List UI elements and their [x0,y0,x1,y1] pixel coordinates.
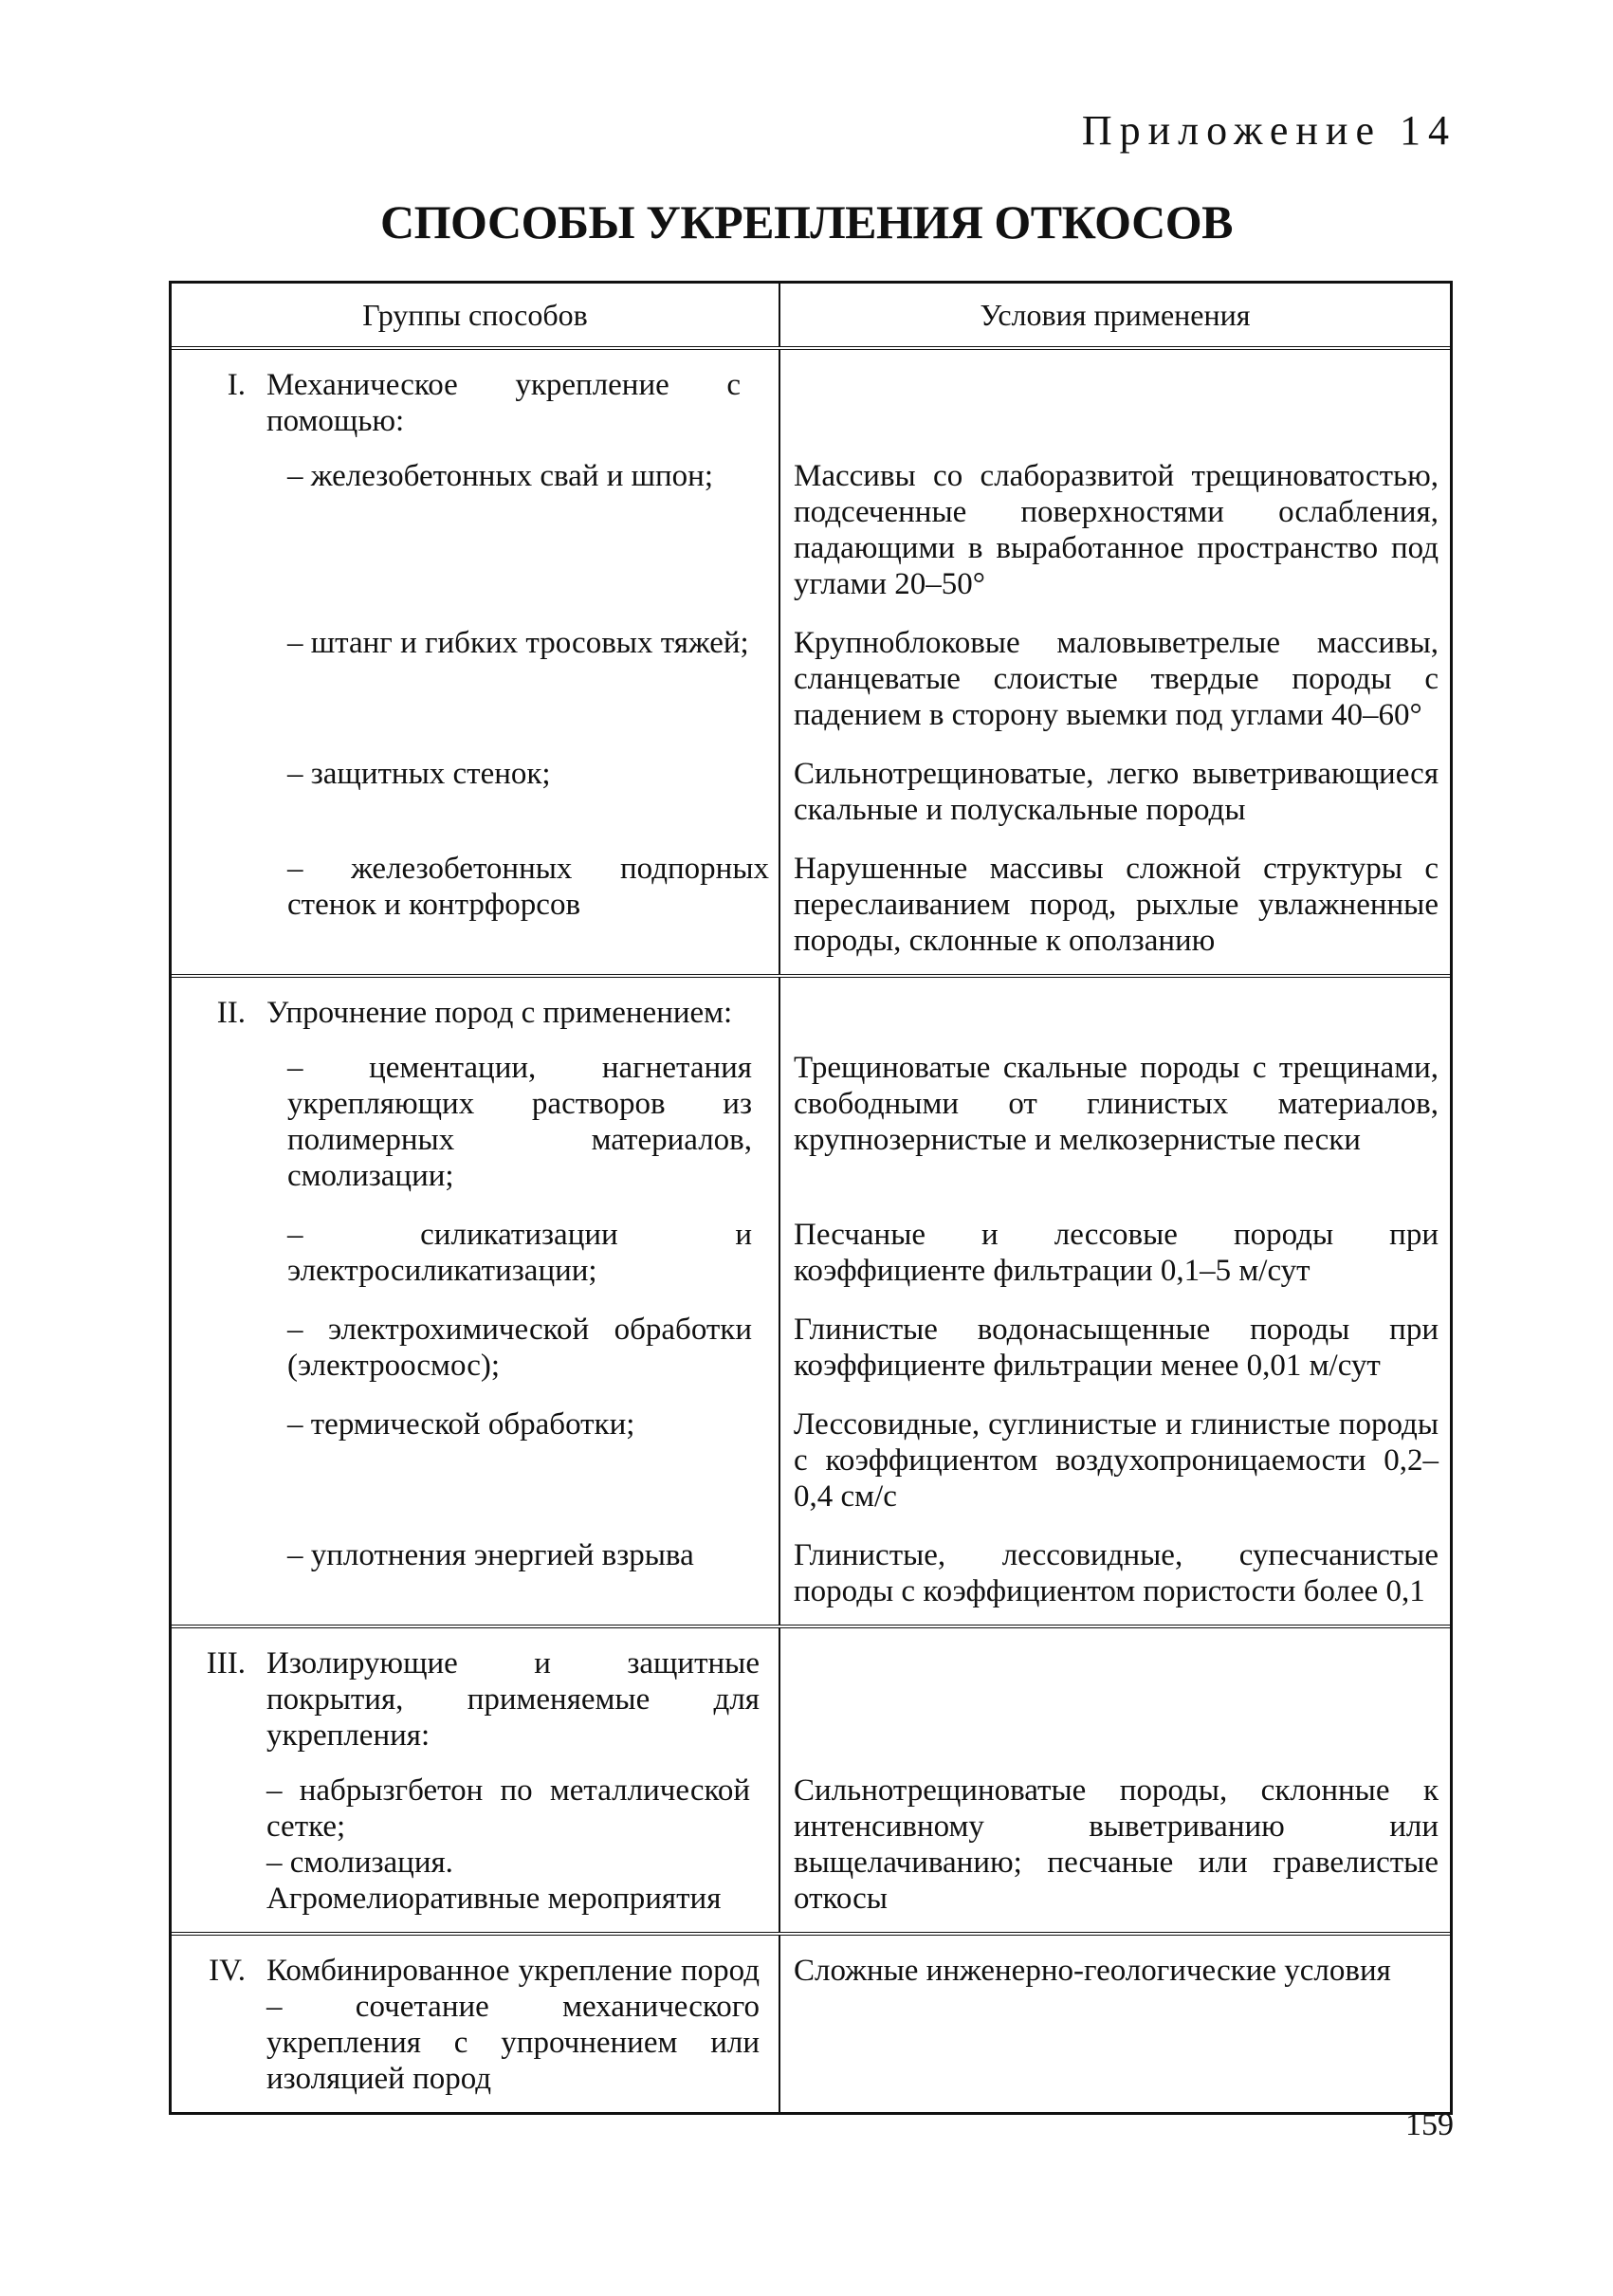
condition-cell: Трещиноватые скальные породы с трещинами, свободными от глинистых материалов, крупнозернистые и мелкозернистые пески [794,1051,1439,1157]
group-number: IV. [209,1954,246,1988]
method-cell: – набрызгбетон по металлической сетке; – смолизация. Агромелиоративные мероприятия [266,1773,750,1916]
method-cell: – штанг и гибких тросовых тяжей; [287,626,749,660]
condition-cell: Нарушенные массивы сложной структуры с переслаиванием пород, рыхлые увлажненные породы, склонные к оползанию [794,852,1439,958]
condition-cell: Сложные инженерно-геологические условия [794,1954,1391,1988]
methods-table [169,281,1453,2115]
method-cell: – железобетонных свай и шпон; [287,459,714,493]
appendix-label: Приложение 14 [1081,107,1457,154]
table-header [172,284,1450,350]
method-cell: – защитных стенок; [287,757,551,791]
group-heading: Упрочнение пород с применением: [266,996,733,1030]
method-cell: – термической обработки; [287,1407,635,1442]
group-heading: Изолирующие и защитные покрытия, применяемые для укрепления: [266,1646,760,1753]
page-number: 159 [1405,2107,1454,2142]
page-title: СПОСОБЫ УКРЕПЛЕНИЯ ОТКОСОВ [380,195,1233,248]
group-IV [172,1936,1450,2112]
group-heading: Комбинированное укрепление пород – сочетание механического укрепления с упрочнением или изоляцией пород [266,1954,760,2096]
condition-cell: Сильнотрещиноватые, легко выветривающиеся скальные и полускальные породы [794,757,1439,827]
group-number: II. [216,996,246,1030]
condition-cell: Крупноблоковые маловыветрелые массивы, сланцеватые слоистые твердые породы с падением в сторону выемки под углами 40–60° [794,626,1439,732]
condition-cell: Массивы со слаборазвитой трещиноватостью, подсеченные поверхностями ослабления, падающими в выработанное пространство под углами 20–50° [794,459,1439,601]
group-number: I. [227,368,246,402]
group-number: III. [206,1646,246,1681]
method-cell: – цементации, нагнетания укрепляющих растворов из полимерных материалов, смолизации; [287,1051,752,1193]
condition-cell: Глинистые, лессовидные, супесчанистые породы с коэффициентом пористости более 0,1 [794,1538,1439,1608]
group-heading: Механическое укрепление с помощью: [266,368,741,438]
condition-cell: Глинистые водонасыщенные породы при коэффициенте фильтрации менее 0,01 м/сут [794,1313,1439,1383]
group-I [172,350,1450,978]
method-cell: – уплотнения энергией взрыва [287,1538,694,1572]
method-cell: – электрохимической обработки (электроосмос); [287,1313,752,1383]
condition-cell: Лессовидные, суглинистые и глинистые породы с коэффициентом воздухопроницаемости 0,2–0,4 см/с [794,1407,1439,1514]
group-II [172,978,1450,1628]
header-methods: Группы способов [172,284,780,346]
condition-cell: Песчаные и лессовые породы при коэффициенте фильтрации 0,1–5 м/сут [794,1218,1439,1288]
header-conditions: Условия применения [980,297,1251,332]
method-cell: – железобетонных подпорных стенок и контрфорсов [287,852,769,922]
condition-cell: Сильнотрещиноватые породы, склонные к интенсивному выветриванию или выщелачиванию; песчаные или гравелистые откосы [794,1773,1439,1916]
group-III [172,1628,1450,1936]
method-cell: – силикатизации и электросиликатизации; [287,1218,752,1288]
